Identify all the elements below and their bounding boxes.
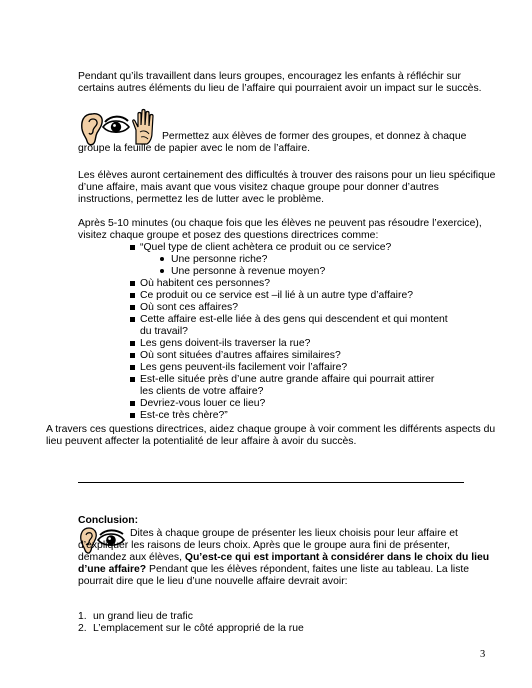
conclusion-text-end: Pendant que les élèves répondent, faites une liste au tableau. La liste pourrait dire que le lieu d’une nouvelle affaire devrait avoir: <box>78 564 470 587</box>
list-item: Où sont ces affaires? <box>130 302 450 314</box>
list-item: Est-elle située près d’une autre grande affaire qui pourrait attirer les clients de votre affaire? <box>130 374 450 398</box>
item-text: L’emplacement sur le côté approprié de la rue <box>93 623 304 634</box>
list-item: Ce produit ou ce service est –il lié à un autre type d’affaire? <box>130 290 450 302</box>
list-item: Où habitent ces personnes? <box>130 278 450 290</box>
guiding-questions <box>130 242 450 422</box>
guiding-intro-paragraph: Après 5-10 minutes (ou chaque fois que les élèves ne peuvent pas résoudre l’exercice), visitez chaque groupe et posez des questions directrices comme: <box>78 218 482 241</box>
activity-paragraph: Permettez aux élèves de former des groupes, et donnez à chaque groupe la feuille de papier avec le nom de l’affaire. <box>78 131 467 154</box>
conclusion-heading: Conclusion: <box>78 515 139 526</box>
conclusion-text-start: Dites à chaque groupe de présenter les lieux choisis pour leur affaire et d’expliquer les raisons de leurs choix. Après que le groupe aura fini de présenter, demandez aux élèves, <box>78 528 458 563</box>
item-number: 1. <box>78 611 87 622</box>
difficulty-paragraph: Les élèves auront certainement des difficultés à trouver des raisons pour un lieu spécifique d’une affaire, mais avant que vous visitez chaque groupe pour donner d’autres instructions, permettez les de lutter avec le problème. <box>78 170 496 205</box>
list-item <box>130 242 450 278</box>
conclusion-key-question: Qu’est-ce qui est important à considérer dans le choix du lieu d’une affaire? <box>78 552 490 575</box>
item-number: 2. <box>78 623 87 634</box>
list-item: Les gens doivent-ils traverser la rue? <box>130 338 450 350</box>
section-divider <box>78 482 464 483</box>
list-item: Les gens peuvent-ils facilement voir l’affaire? <box>130 362 450 374</box>
list-item: Où sont situées d’autres affaires similaires? <box>130 350 450 362</box>
list-item: Devriez-vous louer ce lieu? <box>130 398 450 410</box>
list-item: Une personne riche? <box>160 254 450 266</box>
page-number: 3 <box>480 649 486 660</box>
conclusion-paragraph <box>78 528 500 588</box>
question-text: “Quel type de client achètera ce produit ou ce service? <box>140 242 392 253</box>
list-item: Cette affaire est-elle liée à des gens qui descendent et qui montent du travail? <box>130 314 450 338</box>
intro-paragraph: Pendant qu’ils travaillent dans leurs groupes, encouragez les enfants à réfléchir sur certains autres éléments du lieu de l’affaire qui pourraient avoir un impact sur le succès. <box>78 71 482 94</box>
list-item <box>78 623 478 635</box>
list-item: Une personne à revenue moyen? <box>160 266 450 278</box>
summary-paragraph: A travers ces questions directrices, aidez chaque groupe à voir comment les différents aspects du lieu peuvent affecter la potentialité de leur affaire à avoir du succès. <box>46 424 496 447</box>
eye-icon <box>103 117 129 133</box>
item-text: un grand lieu de trafic <box>93 611 193 622</box>
list-item: Est-ce très chère?” <box>130 410 450 422</box>
location-criteria-list <box>78 611 478 635</box>
list-item <box>78 611 478 623</box>
